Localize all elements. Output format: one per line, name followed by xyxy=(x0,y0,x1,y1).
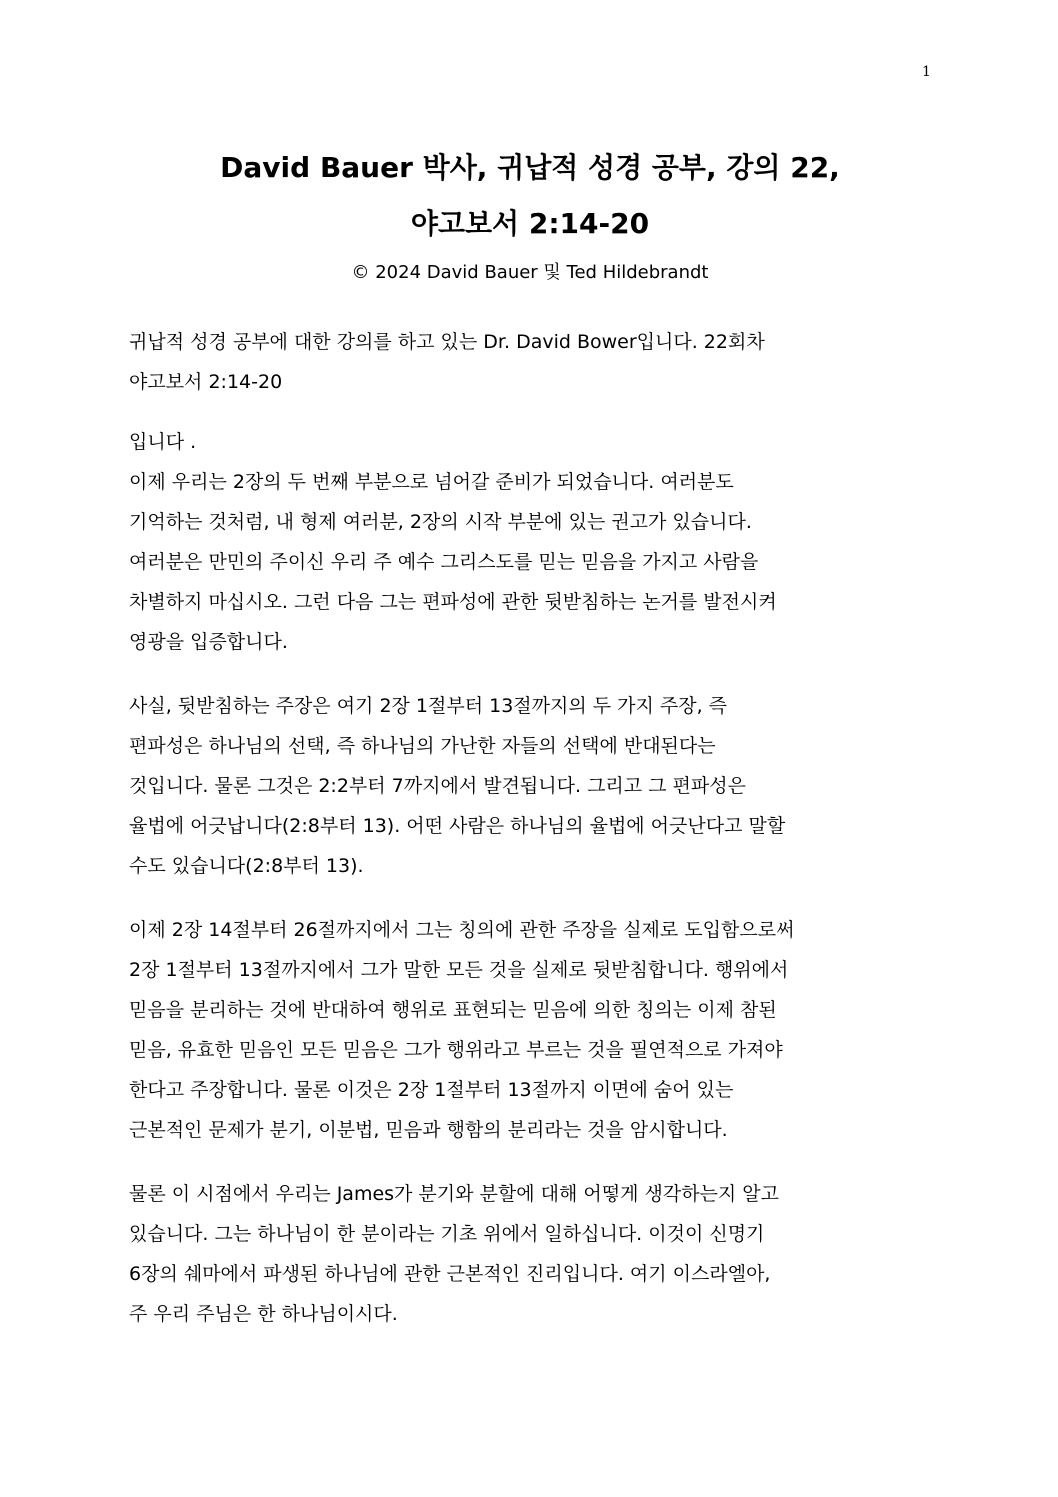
text-line: 차별하지 마십시오. 그런 다음 그는 편파성에 관한 뒷받침하는 논거를 발전시켜 xyxy=(129,591,777,613)
copyright-line: © 2024 David Bauer 및 Ted Hildebrandt xyxy=(351,262,709,283)
text-line: 주 우리 주님은 한 하나님이시다. xyxy=(129,1303,398,1325)
text-line: 6장의 쉐마에서 파생된 하나님에 관한 근본적인 진리입니다. 여기 이스라엘아, xyxy=(129,1263,771,1285)
text-line: 것입니다. 물론 그것은 2:2부터 7까지에서 발견됩니다. 그리고 그 편파성은 xyxy=(129,775,746,797)
text-line: 근본적인 문제가 분기, 이분법, 믿음과 행함의 분리라는 것을 암시합니다. xyxy=(129,1119,728,1141)
text-line: 기억하는 것처럼, 내 형제 여러분, 2장의 시작 부분에 있는 권고가 있습니다. xyxy=(129,511,752,533)
text-line: 율법에 어긋납니다(2:8부터 13). 어떤 사람은 하나님의 율법에 어긋난다고 말할 xyxy=(129,815,786,837)
paragraph xyxy=(129,1174,944,1334)
text-line: 수도 있습니다(2:8부터 13). xyxy=(129,855,364,877)
text-line: 한다고 주장합니다. 물론 이것은 2장 1절부터 13절까지 이면에 숨어 있는 xyxy=(129,1079,734,1101)
title-line-2: 야고보서 2:14-20 xyxy=(410,207,650,240)
document-title xyxy=(110,140,950,252)
text-line: 믿음, 유효한 믿음인 모든 믿음은 그가 행위라고 부르는 것을 필연적으로 가져야 xyxy=(129,1039,783,1061)
paragraph xyxy=(129,686,944,886)
text-line: 편파성은 하나님의 선택, 즉 하나님의 가난한 자들의 선택에 반대된다는 xyxy=(129,735,716,757)
text-line: 2장 1절부터 13절까지에서 그가 말한 모든 것을 실제로 뒷받침합니다. 행위에서 xyxy=(129,959,789,981)
text-line: 여러분은 만민의 주이신 우리 주 예수 그리스도를 믿는 믿음을 가지고 사람을 xyxy=(129,551,759,573)
paragraph xyxy=(129,322,944,402)
text-line: 이제 우리는 2장의 두 번째 부분으로 넘어갈 준비가 되었습니다. 여러분도 xyxy=(129,471,734,493)
text-line: 야고보서 2:14-20 xyxy=(129,371,283,393)
paragraph xyxy=(129,910,944,1150)
text-line: 물론 이 시점에서 우리는 James가 분기와 분할에 대해 어떻게 생각하는지 알고 xyxy=(129,1183,780,1205)
paragraph xyxy=(129,422,944,662)
text-line: 있습니다. 그는 하나님이 한 분이라는 기초 위에서 일하십니다. 이것이 신명기 xyxy=(129,1223,765,1245)
title-line-1: David Bauer 박사, 귀납적 성경 공부, 강의 22, xyxy=(220,151,840,184)
text-line: 이제 2장 14절부터 26절까지에서 그는 칭의에 관한 주장을 실제로 도입함으로써 xyxy=(129,919,795,941)
text-line: 영광을 입증합니다. xyxy=(129,631,288,653)
text-line: 귀납적 성경 공부에 대한 강의를 하고 있는 Dr. David Bower입니다. 22회차 xyxy=(129,331,765,353)
text-line: 믿음을 분리하는 것에 반대하여 행위로 표현되는 믿음에 의한 칭의는 이제 참된 xyxy=(129,999,777,1021)
text-line: 사실, 뒷받침하는 주장은 여기 2장 1절부터 13절까지의 두 가지 주장, 즉 xyxy=(129,695,728,717)
text-line: 입니다 . xyxy=(129,431,197,453)
document-body xyxy=(129,322,944,1334)
page-number: 1 xyxy=(922,64,931,80)
